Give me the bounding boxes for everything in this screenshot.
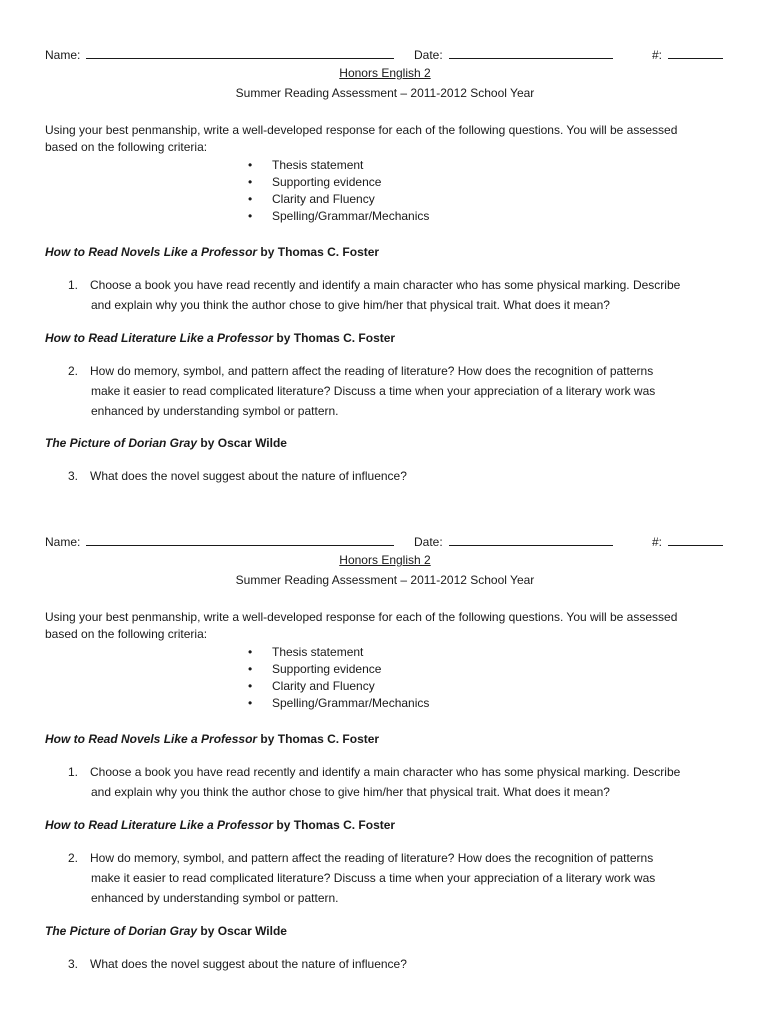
question-3 [68, 467, 407, 485]
question-2 [68, 849, 653, 867]
bullet-icon: • [248, 209, 253, 223]
question-text: enhanced by understanding symbol or pattern. [91, 404, 339, 418]
name-blank[interactable] [86, 533, 394, 546]
question-3 [68, 955, 407, 973]
name-field[interactable] [45, 533, 394, 551]
question-text: Choose a book you have read recently and identify a main character who has some physical marking. Describe [90, 278, 681, 292]
book-author: by Oscar Wilde [200, 436, 287, 450]
question-text: What does the novel suggest about the nature of influence? [90, 469, 407, 483]
question-text: make it easier to read complicated literature? Discuss a time when your appreciation of a literary work was [91, 384, 656, 398]
criteria-item: • Spelling/Grammar/Mechanics [248, 209, 430, 223]
question-1 [68, 763, 680, 781]
name-blank[interactable] [86, 46, 394, 59]
name-field[interactable] [45, 46, 394, 64]
date-blank[interactable] [449, 46, 613, 59]
name-label: Name: [45, 535, 81, 549]
question-number: 1. [68, 278, 79, 292]
book-author: by Thomas C. Foster [276, 331, 396, 345]
question-number: 2. [68, 364, 79, 378]
bullet-icon: • [248, 158, 253, 172]
number-blank[interactable] [668, 46, 723, 59]
book-title: The Picture of Dorian Gray [45, 924, 198, 938]
date-label: Date: [414, 48, 443, 62]
bullet-icon: • [248, 696, 253, 710]
book-heading [45, 329, 395, 347]
book-title: The Picture of Dorian Gray [45, 436, 198, 450]
book-title: How to Read Novels Like a Professor [45, 732, 258, 746]
number-label: #: [652, 48, 663, 62]
number-blank[interactable] [668, 533, 723, 546]
book-heading [45, 922, 287, 940]
question-text: Choose a book you have read recently and identify a main character who has some physical marking. Describe [90, 765, 681, 779]
assessment-title: Summer Reading Assessment – 2011-2012 School Year [235, 573, 535, 587]
assessment-form-2 [0, 533, 770, 993]
criteria-item: • Supporting evidence [248, 175, 382, 189]
course-title: Honors English 2 [339, 66, 431, 80]
question-text: What does the novel suggest about the nature of influence? [90, 957, 407, 971]
number-label: #: [652, 535, 663, 549]
book-heading [45, 243, 379, 261]
bullet-icon: • [248, 662, 253, 676]
book-title: How to Read Literature Like a Professor [45, 331, 274, 345]
book-title: How to Read Novels Like a Professor [45, 245, 258, 259]
course-title: Honors English 2 [339, 553, 431, 567]
book-heading [45, 730, 379, 748]
book-author: by Thomas C. Foster [260, 732, 380, 746]
book-author: by Thomas C. Foster [260, 245, 380, 259]
criteria-item: • Supporting evidence [248, 662, 382, 676]
criteria-item: • Clarity and Fluency [248, 679, 375, 693]
question-text: make it easier to read complicated literature? Discuss a time when your appreciation of a literary work was [91, 871, 656, 885]
bullet-icon: • [248, 192, 253, 206]
bullet-icon: • [248, 175, 253, 189]
bullet-icon: • [248, 679, 253, 693]
book-heading [45, 434, 287, 452]
name-label: Name: [45, 48, 81, 62]
bullet-icon: • [248, 645, 253, 659]
question-text: How do memory, symbol, and pattern affect the reading of literature? How does the recognition of patterns [90, 851, 654, 865]
date-field[interactable] [414, 46, 613, 64]
question-number: 3. [68, 469, 79, 483]
question-text: and explain why you think the author chose to give him/her that physical trait. What does it mean? [91, 785, 610, 799]
date-label: Date: [414, 535, 443, 549]
criteria-item: • Spelling/Grammar/Mechanics [248, 696, 430, 710]
instructions-line-2: based on the following criteria: [45, 627, 208, 641]
instructions-line-2: based on the following criteria: [45, 140, 208, 154]
question-2 [68, 362, 653, 380]
question-text: and explain why you think the author chose to give him/her that physical trait. What does it mean? [91, 298, 610, 312]
question-number: 2. [68, 851, 79, 865]
question-number: 1. [68, 765, 79, 779]
criteria-item: • Thesis statement [248, 158, 364, 172]
question-text: How do memory, symbol, and pattern affect the reading of literature? How does the recognition of patterns [90, 364, 654, 378]
book-author: by Thomas C. Foster [276, 818, 396, 832]
number-field[interactable] [652, 533, 723, 551]
criteria-item: • Thesis statement [248, 645, 364, 659]
instructions-line-1: Using your best penmanship, write a well-developed response for each of the following questions. You will be assessed [45, 123, 678, 137]
date-field[interactable] [414, 533, 613, 551]
book-author: by Oscar Wilde [200, 924, 287, 938]
book-title: How to Read Literature Like a Professor [45, 818, 274, 832]
book-heading [45, 816, 395, 834]
assessment-title: Summer Reading Assessment – 2011-2012 School Year [235, 86, 535, 100]
question-1 [68, 276, 680, 294]
date-blank[interactable] [449, 533, 613, 546]
question-text: enhanced by understanding symbol or pattern. [91, 891, 339, 905]
criteria-item: • Clarity and Fluency [248, 192, 375, 206]
question-number: 3. [68, 957, 79, 971]
number-field[interactable] [652, 46, 723, 64]
assessment-form-1 [0, 46, 770, 506]
instructions-line-1: Using your best penmanship, write a well-developed response for each of the following questions. You will be assessed [45, 610, 678, 624]
